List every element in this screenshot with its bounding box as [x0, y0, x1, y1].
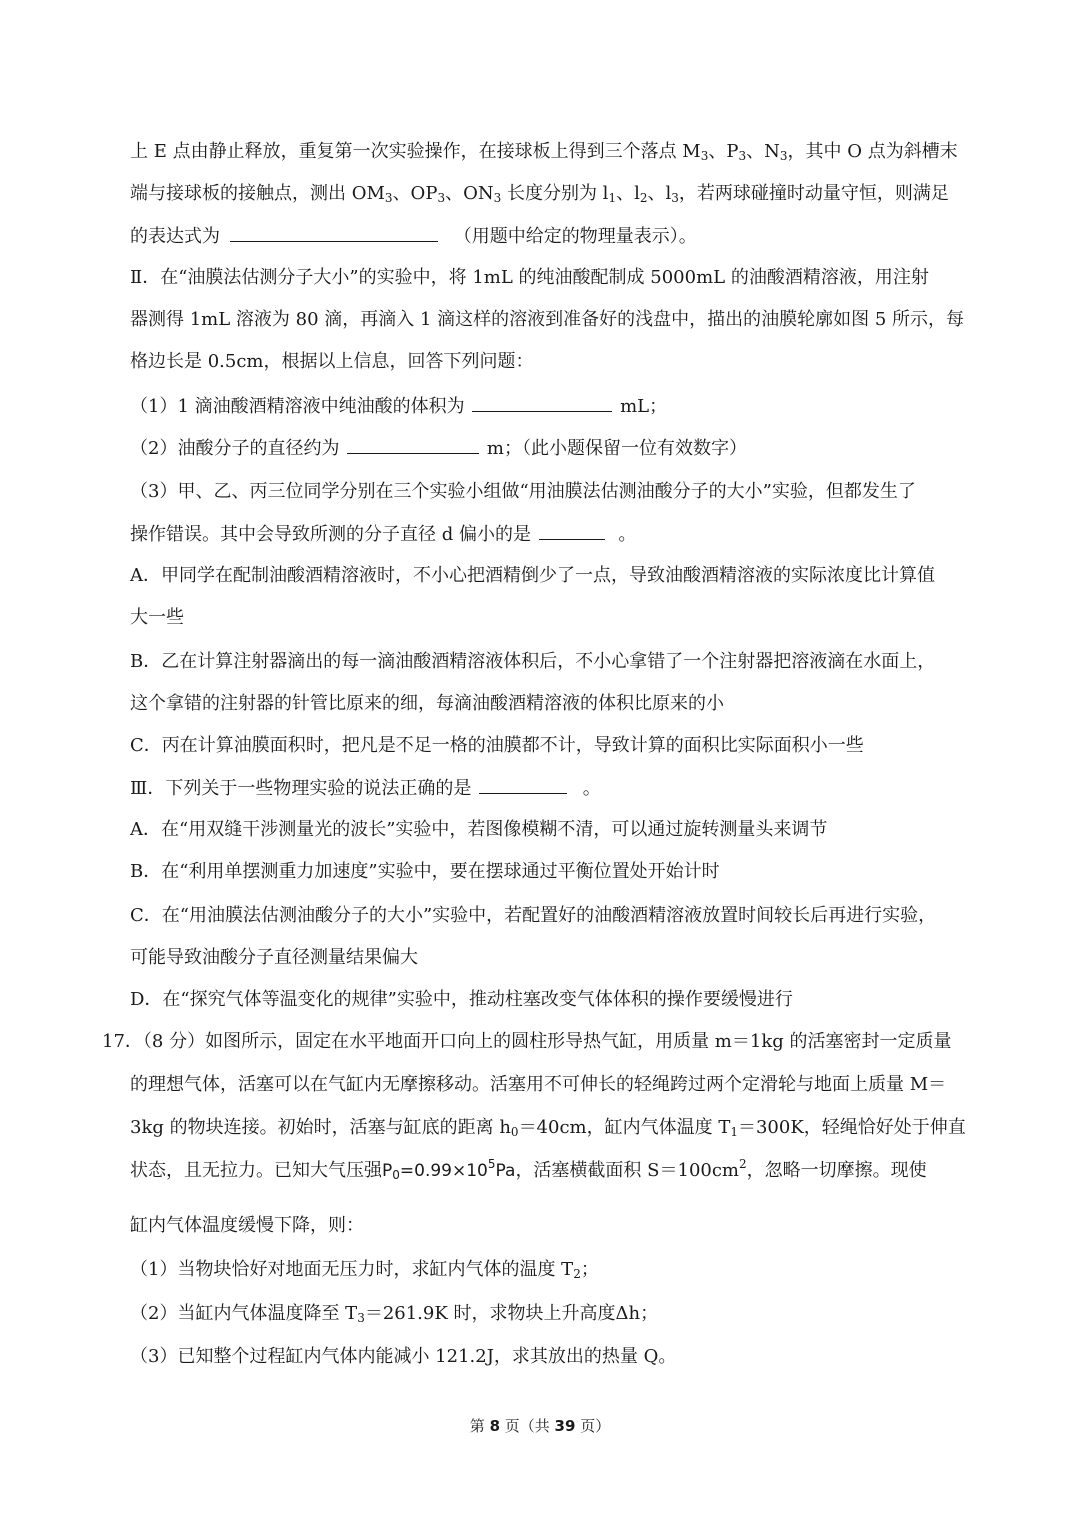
part-ii-question-2: （2）油酸分子的直径约为 m；（此小题保留一位有效数字）: [130, 438, 747, 459]
part-ii-question-3-line-1: （3）甲、乙、丙三位同学分别在三个实验小组做“用油膜法估测油酸分子的大小”实验，但都发生了: [130, 481, 916, 502]
answer-blank-expression[interactable]: [230, 224, 438, 242]
part-ii-question-3-line-2: 操作错误。其中会导致所测的分子直径 d 偏小的是 。: [130, 524, 637, 545]
part-i-line-1: 上 E 点由静止释放，重复第一次实验操作，在接球板上得到三个落点 $M_3$、$P_3$、$N_3$，其中 O 点为斜槽末: [130, 141, 958, 163]
q17-line-3: 3kg 的物块连接。初始时，活塞与缸底的距离 $h_0=40cm$，缸内气体温度 $T_1=300K$，轻绳恰好处于伸直: [130, 1117, 966, 1139]
answer-blank-diameter[interactable]: [347, 436, 479, 454]
part-ii-intro-1: Ⅱ．在“油膜法估测分子大小”的实验中，将 1mL 的纯油酸配制成 5000mL 的油酸酒精溶液，用注射: [130, 267, 929, 288]
page-total: 39: [554, 1417, 576, 1435]
part-ii-option-b-2: 这个拿错的注射器的针管比原来的细，每滴油酸酒精溶液的体积比原来的小: [130, 693, 724, 714]
q17-sub-question-1: （1）当物块恰好对地面无压力时，求缸内气体的温度 $T_2$；: [130, 1259, 599, 1281]
page-footer: 第 8 页（共 39 页）: [469, 1417, 611, 1435]
q17-sub-question-2: （2）当缸内气体温度降至 $T_3=261.9K$ 时，求物块上升高度Δh；: [130, 1303, 659, 1325]
page-number: 8: [489, 1417, 500, 1435]
part-ii-option-a-2: 大一些: [130, 607, 184, 628]
part-ii-option-c: C．丙在计算油膜面积时，把凡是不足一格的油膜都不计，导致计算的面积比实际面积小一些: [130, 735, 864, 756]
answer-blank-choice-ii[interactable]: [539, 522, 605, 540]
part-iii-option-b: B．在“利用单摆测重力加速度”实验中，要在摆球通过平衡位置处开始计时: [130, 861, 720, 882]
q17-line-1: 17．（8 分）如图所示，固定在水平地面开口向上的圆柱形导热气缸，用质量 m＝1kg 的活塞密封一定质量: [102, 1031, 952, 1052]
part-i-line-2: 端与接球板的接触点，测出 $OM_3$、$OP_3$、$ON_3$ 长度分别为 $l_1$、$l_2$、$l_3$，若两球碰撞时动量守恒，则满足: [130, 183, 949, 205]
answer-blank-choice-iii[interactable]: [479, 776, 567, 794]
q17-line-4: 状态，且无拉力。已知大气压强$P_0=0.99\times 10^5Pa$，活塞横截面积 $S=100cm^2$，忽略一切摩擦。现使: [130, 1157, 927, 1182]
part-iii-stem: Ⅲ．下列关于一些物理实验的说法正确的是 。: [130, 778, 601, 799]
answer-blank-volume[interactable]: [472, 394, 612, 412]
part-iii-option-c-1: C．在“用油膜法估测油酸分子的大小”实验中，若配置好的油酸酒精溶液放置时间较长后再进行实验，: [130, 905, 937, 926]
part-ii-option-b-1: B．乙在计算注射器滴出的每一滴油酸酒精溶液体积后，不小心拿错了一个注射器把溶液滴在水面上，: [130, 651, 936, 672]
part-ii-option-a-1: A．甲同学在配制油酸酒精溶液时，不小心把酒精倒少了一点，导致油酸酒精溶液的实际浓度比计算值: [130, 565, 935, 586]
part-iii-option-a: A．在“用双缝干涉测量光的波长”实验中，若图像模糊不清，可以通过旋转测量头来调节: [130, 819, 828, 840]
pressure-formula: $P_0=0.99\times 10^5Pa$: [382, 1157, 516, 1182]
part-ii-intro-3: 格边长是 0.5cm，根据以上信息，回答下列问题：: [130, 351, 534, 372]
part-iii-option-c-2: 可能导致油酸分子直径测量结果偏大: [130, 947, 418, 968]
part-i-line-3: 的表达式为 （用题中给定的物理量表示）。: [130, 226, 697, 247]
part-iii-option-d: D．在“探究气体等温变化的规律”实验中，推动柱塞改变气体体积的操作要缓慢进行: [130, 989, 793, 1010]
part-ii-question-1: （1）1 滴油酸酒精溶液中纯油酸的体积为 mL；: [130, 396, 668, 417]
q17-line-5: 缸内气体温度缓慢下降，则：: [130, 1215, 364, 1236]
part-ii-intro-2: 器测得 1mL 溶液为 80 滴，再滴入 1 滴这样的溶液到准备好的浅盘中，描出的油膜轮廓如图 5 所示，每: [130, 309, 965, 330]
q17-sub-question-3: （3）已知整个过程缸内气体内能减小 121.2J，求其放出的热量 Q。: [130, 1346, 677, 1367]
q17-line-2: 的理想气体，活塞可以在气缸内无摩擦移动。活塞用不可伸长的轻绳跨过两个定滑轮与地面上质量 M＝: [130, 1074, 947, 1095]
